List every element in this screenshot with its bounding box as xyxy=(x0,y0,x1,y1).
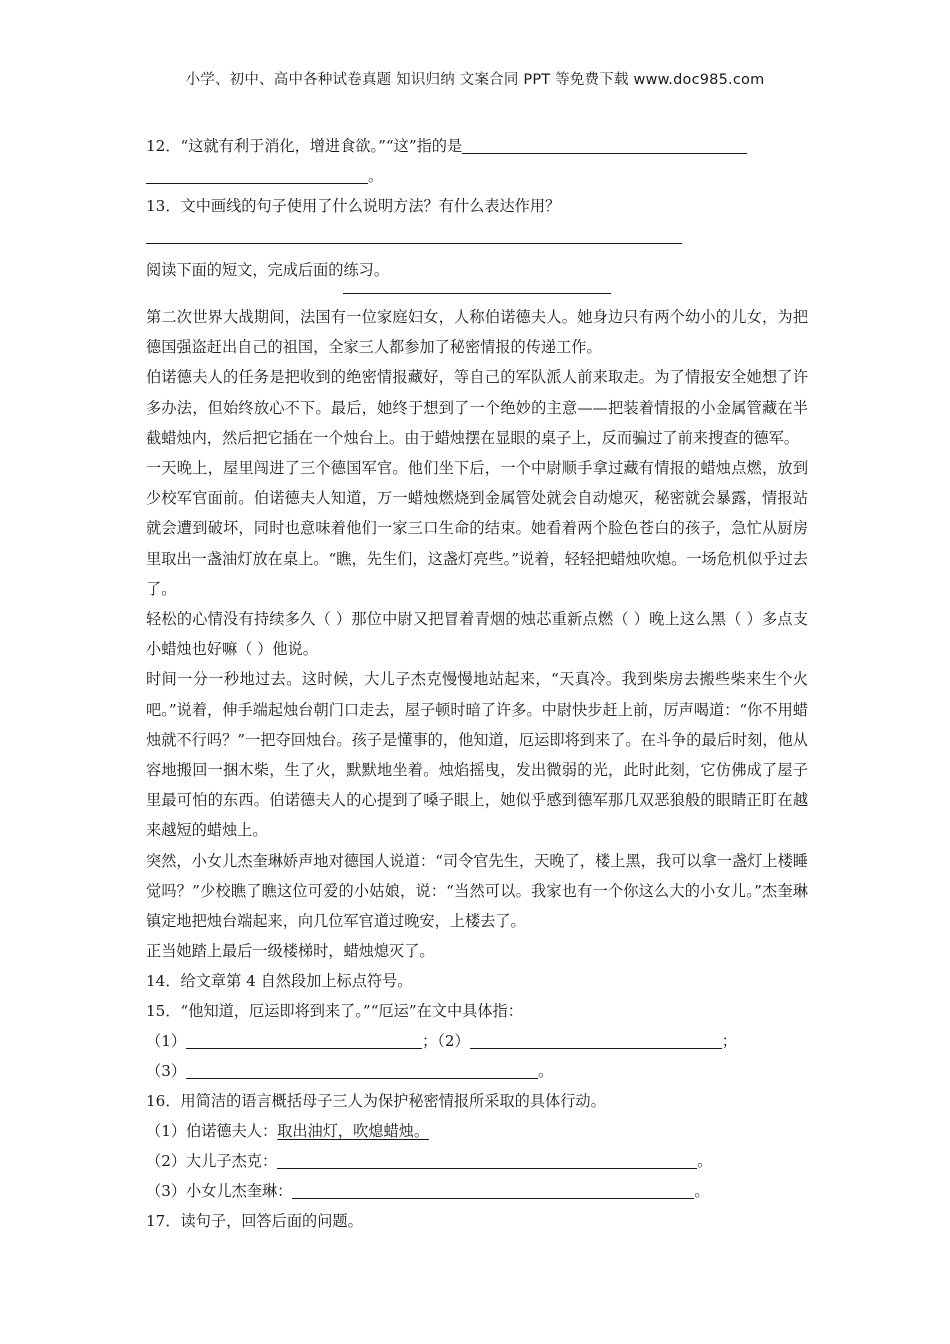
reading-intro: 阅读下面的短文，完成后面的练习。 xyxy=(146,261,389,279)
question-15-item-3-label: （3） xyxy=(146,1062,187,1081)
question-16-item-2-end: 。 xyxy=(697,1152,713,1171)
question-12-text: 12．“这就有利于消化，增进食欲。”“这”指的是 xyxy=(146,137,463,155)
question-15-item-2-end: ； xyxy=(721,1032,737,1051)
question-15-items-1-2 xyxy=(146,1026,808,1056)
question-16-blank-2[interactable] xyxy=(277,1150,697,1169)
question-13-answer-line xyxy=(146,221,808,251)
question-15-item-3 xyxy=(146,1056,808,1086)
question-13: 13．文中画线的句子使用了什么说明方法？有什么表达作用？ xyxy=(146,197,561,215)
question-16-item-2 xyxy=(146,1146,808,1176)
passage-paragraph-1: 第二次世界大战期间，法国有一位家庭妇女，人称伯诺德夫人。她身边只有两个幼小的儿女，为把德国强盗赶出自己的祖国，全家三人都参加了秘密情报的传递工作。 xyxy=(146,308,808,357)
question-16-item-3-end: 。 xyxy=(694,1182,710,1201)
question-12-continued xyxy=(146,161,808,191)
passage-paragraph-4: 轻松的心情没有持续多久（ ）那位中尉又把冒着青烟的烛芯重新点燃（ ）晚上这么黑（ ）多点支小蜡烛也好嘛（ ）他说。 xyxy=(146,610,808,659)
question-16-item-3 xyxy=(146,1176,808,1206)
question-12-blank-1[interactable] xyxy=(462,135,747,154)
question-12-end: 。 xyxy=(368,167,384,185)
question-12-blank-2[interactable] xyxy=(146,165,368,184)
question-16-item-1-answer: 取出油灯，吹熄蜡烛。 xyxy=(277,1122,430,1141)
question-15-blank-3[interactable] xyxy=(186,1060,538,1079)
question-16-blank-3[interactable] xyxy=(292,1180,694,1199)
question-13-blank[interactable] xyxy=(146,225,682,244)
question-14: 14．给文章第 4 自然段加上标点符号。 xyxy=(146,972,413,991)
worksheet-content xyxy=(146,131,808,1236)
question-12 xyxy=(146,131,808,161)
passage-paragraph-7: 正当她踏上最后一级楼梯时，蜡烛熄灭了。 xyxy=(146,942,435,961)
passage-paragraph-5: 时间一分一秒地过去。这时候，大儿子杰克慢慢地站起来，“天真冷。我到柴房去搬些柴来生个火吧。”说着，伸手端起烛台朝门口走去，屋子顿时暗了许多。中尉快步赶上前，厉声喝道：“你不用蜡烛就不行吗？”一把夺回烛台。孩子是懂事的，他知道，厄运即将到来了。在斗争的最后时刻，他从容地搬回一捆木柴，生了火，默默地坐着。烛焰摇曳，发出微弱的光，此时此刻，它仿佛成了屋子里最可怕的东西。伯诺德夫人的心提到了嗓子眼上，她似乎感到德军那几双恶狼般的眼睛正盯在越来越短的蜡烛上。 xyxy=(146,670,808,840)
question-17: 17．读句子，回答后面的问题。 xyxy=(146,1212,363,1231)
question-15-item-2-label: ；（2） xyxy=(422,1032,470,1051)
question-15: 15．“他知道，厄运即将到来了。”“厄运”在文中具体指： xyxy=(146,1002,523,1021)
passage-paragraph-3: 一天晚上，屋里闯进了三个德国军官。他们坐下后，一个中尉顺手拿过藏有情报的蜡烛点燃，放到少校军官面前。伯诺德夫人知道，万一蜡烛燃烧到金属管处就会自动熄灭，秘密就会暴露，情报站就会遭到破坏，同时也意味着他们一家三口生命的结束。她看着两个脸色苍白的孩子，急忙从厨房里取出一盏油灯放在桌上。“瞧，先生们，这盏灯亮些。”说着，轻轻把蜡烛吹熄。一场危机似乎过去了。 xyxy=(146,459,808,598)
passage-paragraph-2: 伯诺德夫人的任务是把收到的绝密情报藏好，等自己的军队派人前来取走。为了情报安全她想了许多办法，但始终放心不下。最后，她终于想到了一个绝妙的主意——把装着情报的小金属管藏在半截蜡烛内，然后把它插在一个烛台上。由于蜡烛摆在显眼的桌子上，反而骗过了前来搜查的德军。 xyxy=(146,368,808,447)
question-16: 16．用简洁的语言概括母子三人为保护秘密情报所采取的具体行动。 xyxy=(146,1092,606,1111)
passage-paragraph-6: 突然，小女儿杰奎琳娇声地对德国人说道：“司令官先生，天晚了，楼上黑，我可以拿一盏灯上楼睡觉吗？”少校瞧了瞧这位可爱的小姑娘，说：“当然可以。我家也有一个你这么大的小女儿。”杰奎琳镇定地把烛台端起来，向几位军官道过晚安，上楼去了。 xyxy=(146,851,808,931)
question-16-item-2-label: （2）大儿子杰克： xyxy=(146,1152,278,1171)
question-16-item-3-label: （3）小女儿杰奎琳： xyxy=(146,1182,293,1201)
question-15-blank-1[interactable] xyxy=(186,1030,422,1049)
question-15-item-3-end: 。 xyxy=(538,1062,554,1081)
question-15-blank-2[interactable] xyxy=(470,1030,722,1049)
question-15-item-1-label: （1） xyxy=(146,1032,187,1051)
page-header: 小学、初中、高中各种试卷真题 知识归纳 文案合同 PPT 等免费下载 www.doc985.com xyxy=(185,72,765,88)
question-16-item-1-label: （1）伯诺德夫人： xyxy=(146,1122,278,1141)
question-16-item-1 xyxy=(146,1116,808,1146)
